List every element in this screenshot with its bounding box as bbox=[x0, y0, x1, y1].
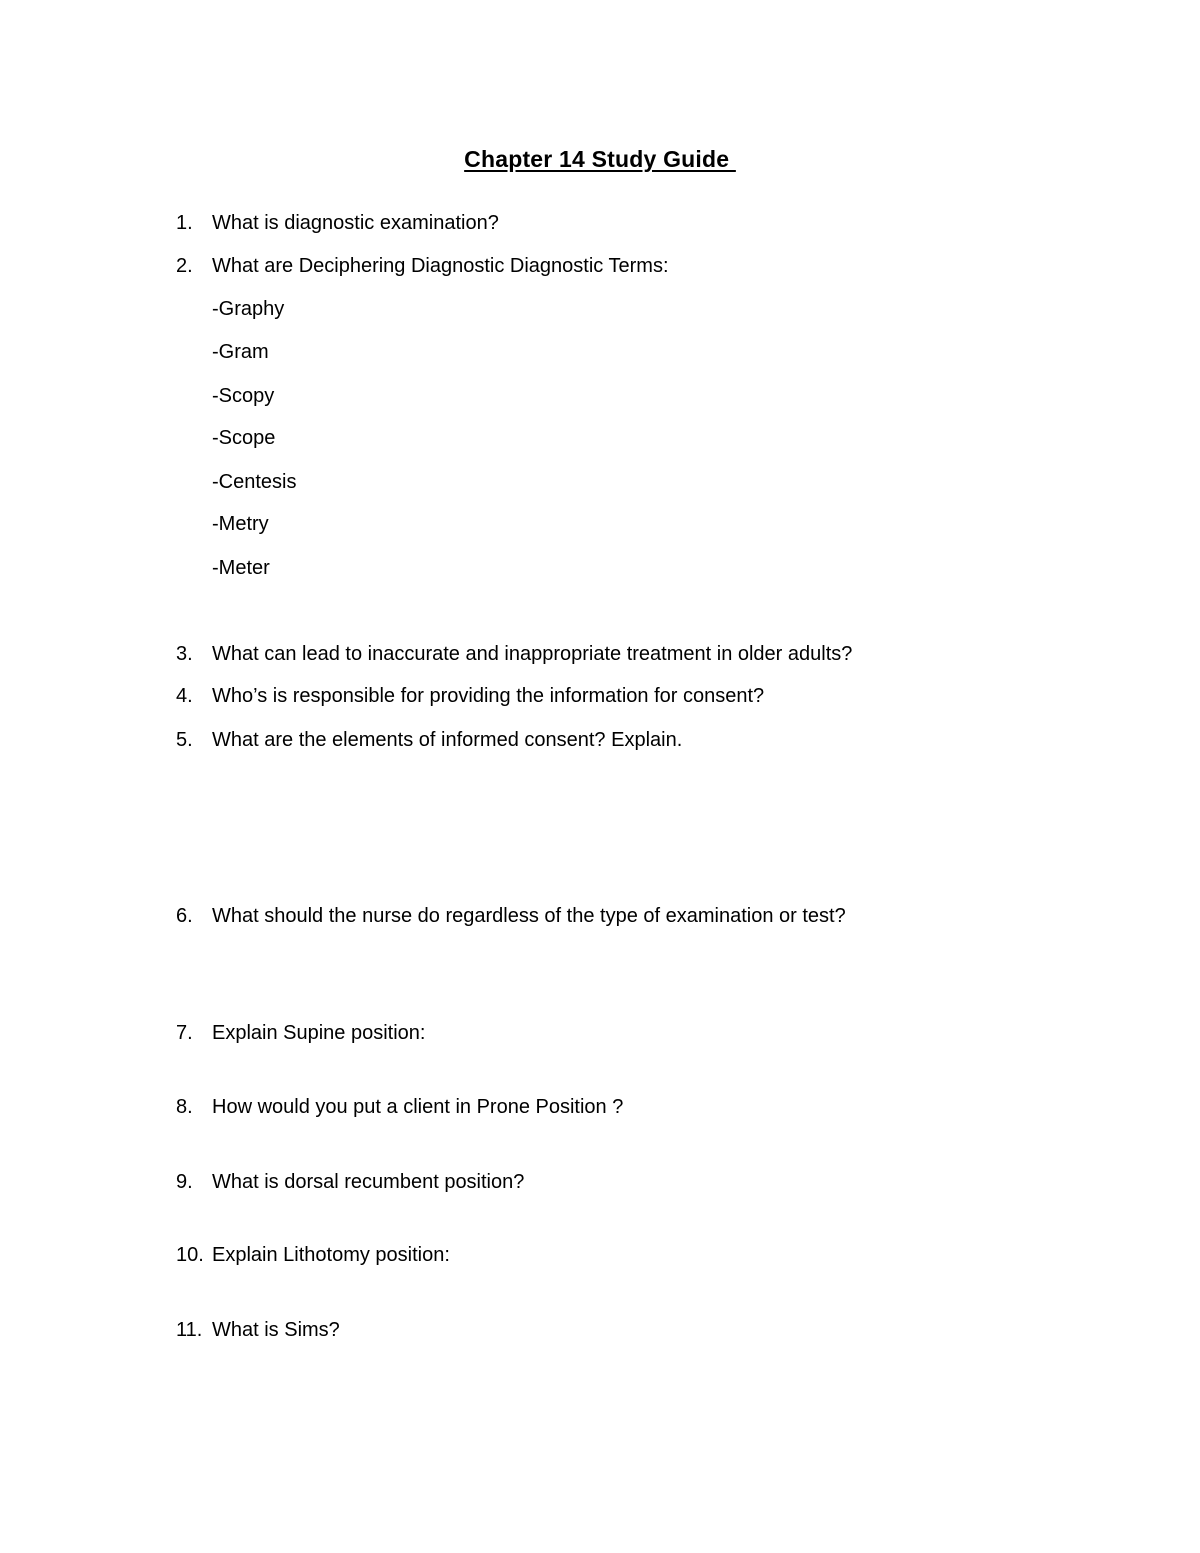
question-number: 10. bbox=[176, 1244, 204, 1266]
question-text: What is diagnostic examination? bbox=[212, 212, 499, 234]
question-text: What is dorsal recumbent position? bbox=[212, 1171, 525, 1193]
question-text: What are the elements of informed consent? Explain. bbox=[212, 729, 683, 751]
question-number: 9. bbox=[176, 1171, 193, 1193]
question-text: What are Deciphering Diagnostic Diagnostic Terms: bbox=[212, 255, 669, 277]
question-1 bbox=[176, 211, 499, 235]
question-5 bbox=[176, 728, 682, 752]
question-8 bbox=[176, 1095, 623, 1119]
term-scope: -Scope bbox=[212, 427, 276, 449]
question-number: 2. bbox=[176, 255, 193, 277]
question-text: What is Sims? bbox=[212, 1319, 340, 1341]
question-10 bbox=[176, 1243, 450, 1267]
question-text: What can lead to inaccurate and inappropriate treatment in older adults? bbox=[212, 643, 853, 665]
question-number: 3. bbox=[176, 643, 193, 665]
term-metry: -Metry bbox=[212, 513, 269, 535]
question-text: Explain Supine position: bbox=[212, 1022, 426, 1044]
question-number: 4. bbox=[176, 685, 193, 707]
question-9 bbox=[176, 1170, 524, 1194]
question-number: 8. bbox=[176, 1096, 193, 1118]
question-number: 7. bbox=[176, 1022, 193, 1044]
question-3 bbox=[176, 642, 852, 666]
question-text: Explain Lithotomy position: bbox=[212, 1244, 450, 1266]
question-2 bbox=[176, 254, 669, 278]
question-number: 1. bbox=[176, 212, 193, 234]
question-text: Who’s is responsible for providing the information for consent? bbox=[212, 685, 765, 707]
term-meter: -Meter bbox=[212, 557, 270, 579]
question-number: 11. bbox=[176, 1319, 203, 1341]
question-text: What should the nurse do regardless of the type of examination or test? bbox=[212, 905, 846, 927]
question-text: How would you put a client in Prone Position ? bbox=[212, 1096, 624, 1118]
term-centesis: -Centesis bbox=[212, 471, 297, 493]
term-gram: -Gram bbox=[212, 341, 269, 363]
question-11 bbox=[176, 1318, 340, 1342]
question-number: 6. bbox=[176, 905, 193, 927]
question-7 bbox=[176, 1021, 425, 1045]
term-graphy: -Graphy bbox=[212, 298, 285, 320]
question-4 bbox=[176, 684, 764, 708]
question-number: 5. bbox=[176, 729, 193, 751]
question-6 bbox=[176, 904, 846, 928]
page-title: Chapter 14 Study Guide bbox=[464, 146, 736, 172]
term-scopy: -Scopy bbox=[212, 385, 275, 407]
